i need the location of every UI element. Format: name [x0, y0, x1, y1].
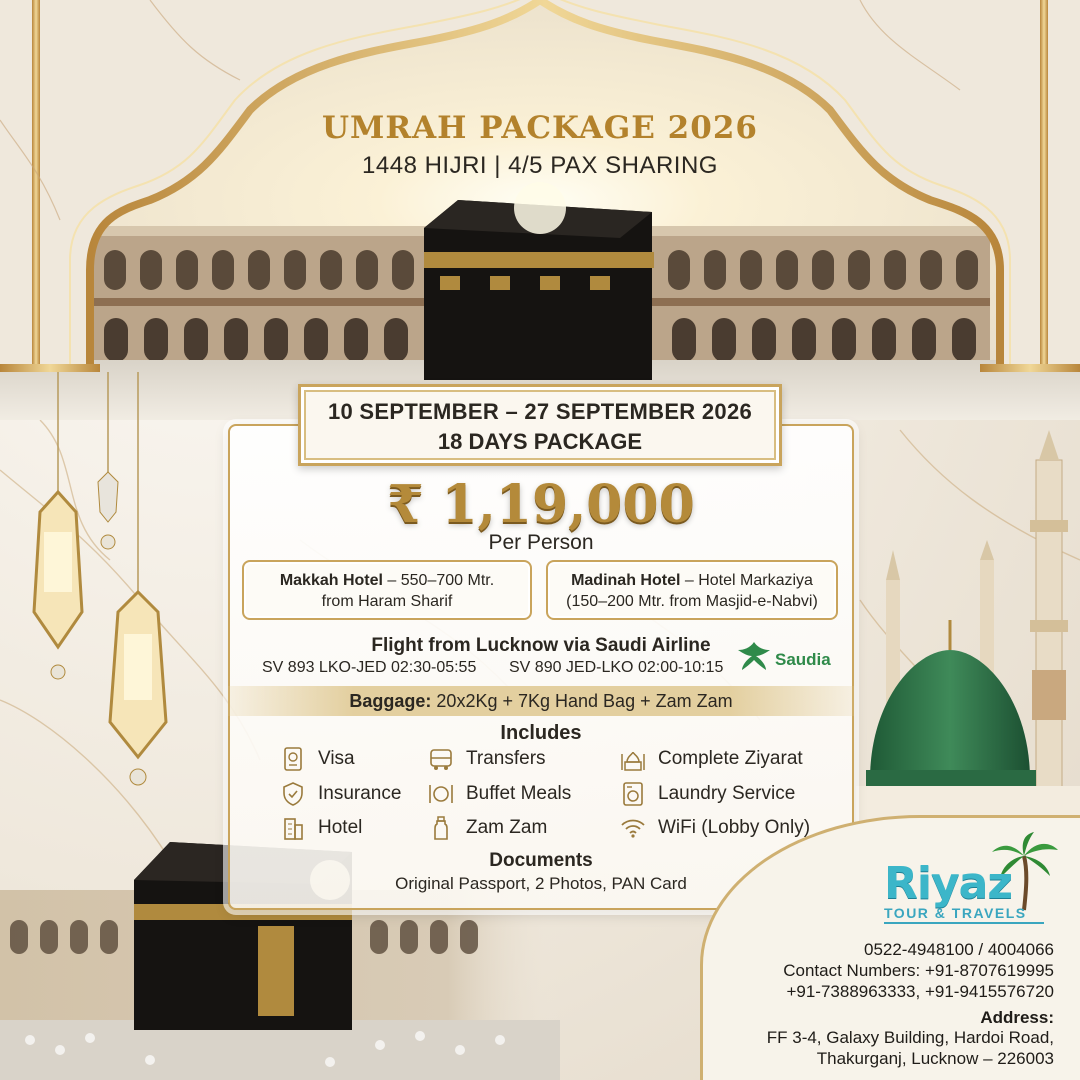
makkah-hotel-box	[242, 560, 532, 620]
baggage-label: Baggage:	[349, 691, 432, 711]
hanging-lanterns	[18, 372, 188, 792]
address-line-1: FF 3-4, Galaxy Building, Hardoi Road,	[766, 1028, 1054, 1047]
madinah-hotel-name: – Hotel Markaziya	[680, 572, 813, 589]
mosque-icon	[620, 746, 646, 772]
madinah-hotel-label: Madinah Hotel	[571, 572, 681, 589]
plate-icon	[428, 781, 454, 807]
logo-underline	[884, 922, 1044, 924]
flight-return: SV 890 JED-LKO 02:00-10:15	[509, 659, 724, 676]
include-label: Buffet Meals	[466, 783, 572, 804]
package-price: ₹ 1,19,000	[387, 474, 695, 535]
saudia-logo-text: Saudia	[775, 650, 831, 669]
baggage-value: 20x2Kg + 7Kg Hand Bag + Zam Zam	[431, 691, 733, 711]
price-unit: Per Person	[488, 531, 594, 554]
madinah-hotel-detail: (150–200 Mtr. from Masjid-e-Nabvi)	[566, 593, 818, 610]
package-title: UMRAH PACKAGE 2026	[322, 110, 758, 146]
makkah-hotel-distance: – 550–700 Mtr.	[382, 572, 495, 589]
package-subtitle: 1448 HIJRI | 4/5 PAX SHARING	[362, 152, 718, 179]
include-transfers	[428, 746, 546, 772]
include-buffet-meals	[428, 781, 571, 807]
shield-icon	[280, 781, 306, 807]
include-label: Zam Zam	[466, 817, 548, 838]
bottle-icon	[428, 815, 454, 841]
include-label: Complete Ziyarat	[658, 748, 803, 769]
green-dome-mosque	[856, 430, 1080, 840]
date-range: 10 SEPTEMBER – 27 SEPTEMBER 2026	[327, 399, 753, 424]
date-banner	[298, 384, 782, 466]
include-label: Visa	[318, 748, 355, 769]
include-hotel	[280, 815, 362, 841]
company-logo-name: Riyaz	[884, 858, 1012, 909]
baggage-banner	[228, 686, 854, 716]
include-label: Laundry Service	[658, 783, 796, 804]
include-label: Transfers	[466, 748, 546, 769]
include-label: Hotel	[318, 817, 363, 838]
contact-numbers: Contact Numbers: +91-8707619995	[783, 961, 1054, 980]
contact-numbers-extra: +91-7388963333, +91-9415576720	[786, 982, 1054, 1001]
include-visa	[280, 746, 355, 772]
includes-title: Includes	[500, 722, 582, 744]
makkah-hotel-detail: from Haram Sharif	[321, 593, 453, 610]
include-label: WiFi (Lobby Only)	[658, 817, 811, 838]
flight-outbound: SV 893 LKO-JED 02:30-05:55	[262, 659, 477, 676]
include-ziyarat	[620, 746, 803, 772]
passport-icon	[280, 746, 306, 772]
wifi-icon	[620, 815, 646, 841]
flight-title: Flight from Lucknow via Saudi Airline	[371, 635, 711, 656]
include-wifi	[620, 815, 810, 841]
documents-title: Documents	[489, 850, 593, 871]
landline-numbers: 0522-4948100 / 4004066	[863, 940, 1054, 959]
address-line-2: Thakurganj, Lucknow – 226003	[816, 1049, 1054, 1068]
include-zamzam	[428, 815, 547, 841]
include-insurance	[280, 781, 401, 807]
bus-icon	[428, 746, 454, 772]
package-duration: 18 DAYS PACKAGE	[437, 429, 643, 454]
include-label: Insurance	[318, 783, 402, 804]
arch-frame	[0, 0, 1080, 420]
company-logo-tagline: TOUR & TRAVELS	[884, 905, 1027, 921]
madinah-hotel-box	[546, 560, 838, 620]
address-label: Address:	[980, 1008, 1054, 1027]
documents-list: Original Passport, 2 Photos, PAN Card	[395, 874, 687, 893]
washing-machine-icon	[620, 781, 646, 807]
makkah-hotel-label: Makkah Hotel	[279, 572, 383, 589]
include-laundry	[620, 781, 795, 807]
building-icon	[280, 815, 306, 841]
